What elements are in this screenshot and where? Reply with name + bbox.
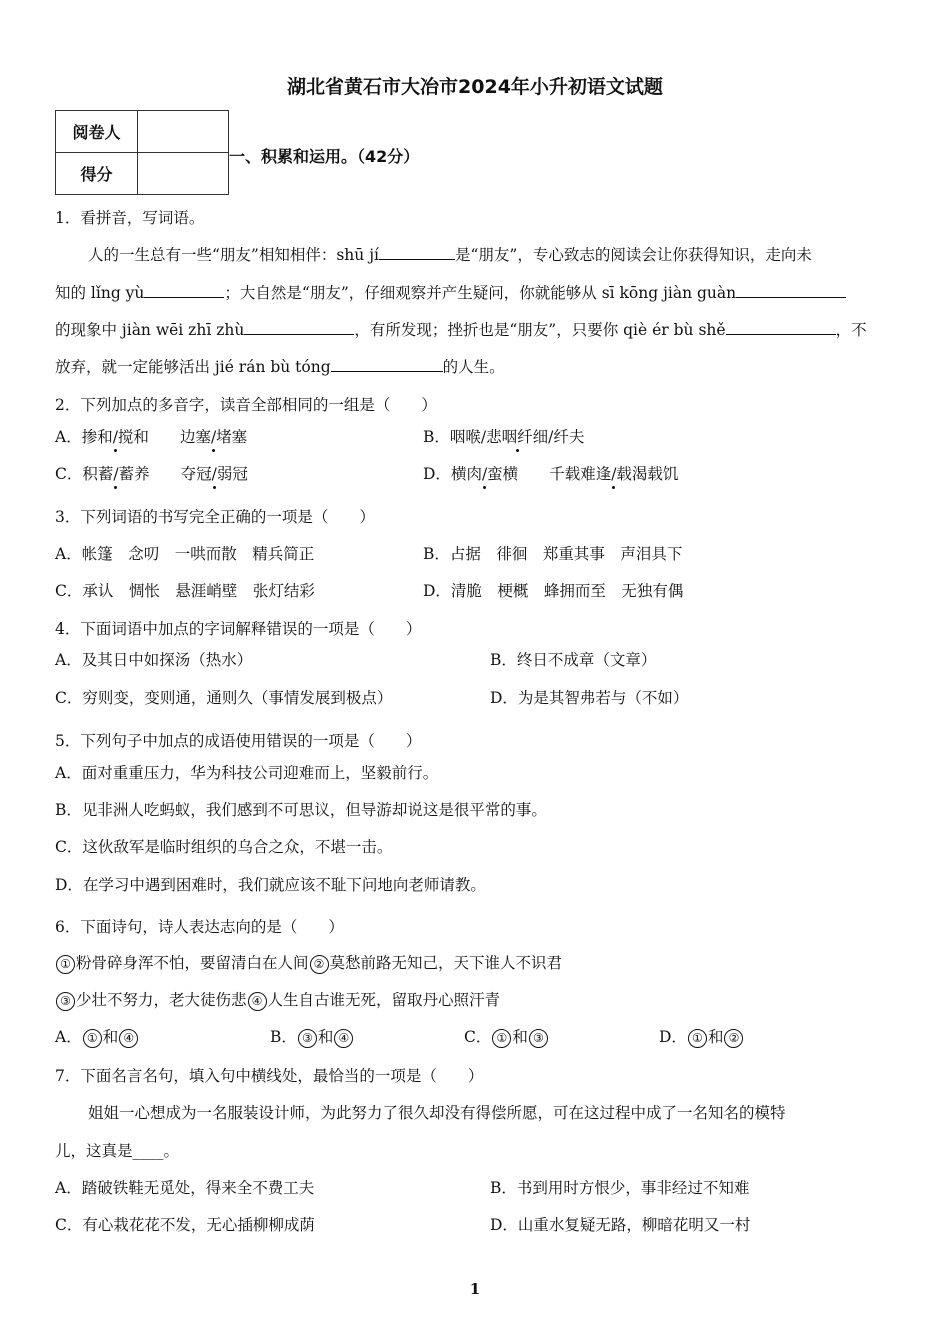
q2-stem: 2．下列加点的多音字，读音全部相同的一组是（ ） xyxy=(55,396,437,414)
q6-option-a: A． ① 和 ④ xyxy=(55,1025,139,1048)
q5-option-d: D．在学习中遇到困难时，我们就应该不耻下问地向老师请教。 xyxy=(55,876,486,894)
q6-stem: 6．下面诗句，诗人表达志向的是（ ） xyxy=(55,918,344,936)
q1-line-2: 知的 lǐng yù ；大自然是“朋友”，仔细观察并产生疑问，你就能够从 sī kōng jiàn guàn xyxy=(55,281,846,303)
q6-poems-1: ① 粉骨碎身浑不怕，要留清白在人间 ② 莫愁前路无知己，天下谁人不识君 xyxy=(55,951,562,974)
q5-option-a: A．面对重重压力，华为科技公司迎难而上，坚毅前行。 xyxy=(55,764,439,782)
page-number: 1 xyxy=(469,1280,481,1298)
q3-option-b: B．占据 徘徊 郑重其事 声泪具下 xyxy=(423,545,683,563)
q3-option-c: C．承认 惆怅 悬涯峭壁 张灯结彩 xyxy=(55,582,315,600)
q2-option-a: A．掺和/搅和 边塞/堵塞 xyxy=(55,428,248,446)
q7-paragraph-2: 儿，这真是____。 xyxy=(55,1142,180,1160)
score-label: 得分 xyxy=(56,153,138,195)
q6-option-c: C． ① 和 ③ xyxy=(464,1025,549,1048)
answer-blank xyxy=(379,244,455,260)
q4-stem: 4．下面词语中加点的字词解释错误的一项是（ ） xyxy=(55,620,422,638)
q3-option-a: A．帐篷 念叨 一哄而散 精兵简正 xyxy=(55,545,315,563)
q1-line-4: 放弃，就一定能够活出 jié rán bù tóng 的人生。 xyxy=(55,358,505,376)
q6-poems-2: ③ 少壮不努力，老大徒伤悲 ④ 人生自古谁无死，留取丹心照汗青 xyxy=(55,988,500,1011)
score-blank xyxy=(138,153,229,195)
q4-option-c: C．穷则变，变则通，通则久（事情发展到极点） xyxy=(55,689,393,707)
q2-option-c: C．积蓄/蓄养 夺冠/弱冠 xyxy=(55,465,248,483)
q7-stem: 7．下面名言名句，填入句中横线处，最恰当的一项是（ ） xyxy=(55,1067,484,1085)
page-title: 湖北省黄石市大冶市2024年小升初语文试题 xyxy=(287,76,663,98)
q1-line-1: 人的一生总有一些“朋友”相知相伴：shū jí 是“朋友”，专心致志的阅读会让你获得知识，走向未 xyxy=(88,246,812,264)
q7-paragraph-1: 姐姐一心想成为一名服装设计师，为此努力了很久却没有得偿所愿，可在这过程中成了一名知名的模特 xyxy=(88,1104,786,1122)
answer-blank xyxy=(726,319,836,335)
q7-option-d: D．山重水复疑无路，柳暗花明又一村 xyxy=(490,1216,751,1234)
q7-option-c: C．有心栽花花不发，无心插柳柳成荫 xyxy=(55,1216,315,1234)
q2-option-b: B．咽喉/悲咽纤细/纤夫 xyxy=(423,428,585,446)
q6-option-b: B． ③ 和 ④ xyxy=(270,1025,354,1048)
q5-option-c: C．这伙敌军是临时组织的乌合之众，不堪一击。 xyxy=(55,838,393,856)
reviewer-label: 阅卷人 xyxy=(56,111,138,153)
q1-stem: 1．看拼音，写词语。 xyxy=(55,209,205,227)
answer-blank xyxy=(736,282,846,298)
q1-line-3: 的现象中 jiàn wēi zhī zhù ，有所发现；挫折也是“朋友”，只要你 qiè ér bù shě ，不 xyxy=(55,321,867,339)
q6-option-d: D． ① 和 ② xyxy=(659,1025,744,1048)
reviewer-blank xyxy=(138,111,229,153)
section-heading: 一、积累和运用。（42分） xyxy=(229,147,420,166)
q7-option-b: B．书到用时方恨少，事非经过不知难 xyxy=(490,1179,750,1197)
answer-blank xyxy=(331,356,443,372)
q4-option-d: D．为是其智弗若与（不如） xyxy=(490,689,689,707)
q3-stem: 3．下列词语的书写完全正确的一项是（ ） xyxy=(55,508,375,526)
q5-option-b: B．见非洲人吃蚂蚁，我们感到不可思议，但导游却说这是很平常的事。 xyxy=(55,801,547,819)
q4-option-b: B．终日不成章（文章） xyxy=(490,651,657,669)
q5-stem: 5．下列句子中加点的成语使用错误的一项是（ ） xyxy=(55,732,422,750)
answer-blank xyxy=(144,282,224,298)
q3-option-d: D．清脆 梗概 蜂拥而至 无独有偶 xyxy=(423,582,684,600)
score-table xyxy=(55,110,229,195)
q4-option-a: A．及其日中如探汤（热水） xyxy=(55,651,253,669)
answer-blank xyxy=(244,319,354,335)
q2-option-d: D．横肉/蛮横 千载难逢/载渴载饥 xyxy=(423,465,679,483)
q7-option-a: A．踏破铁鞋无觅处，得来全不费工夫 xyxy=(55,1179,315,1197)
